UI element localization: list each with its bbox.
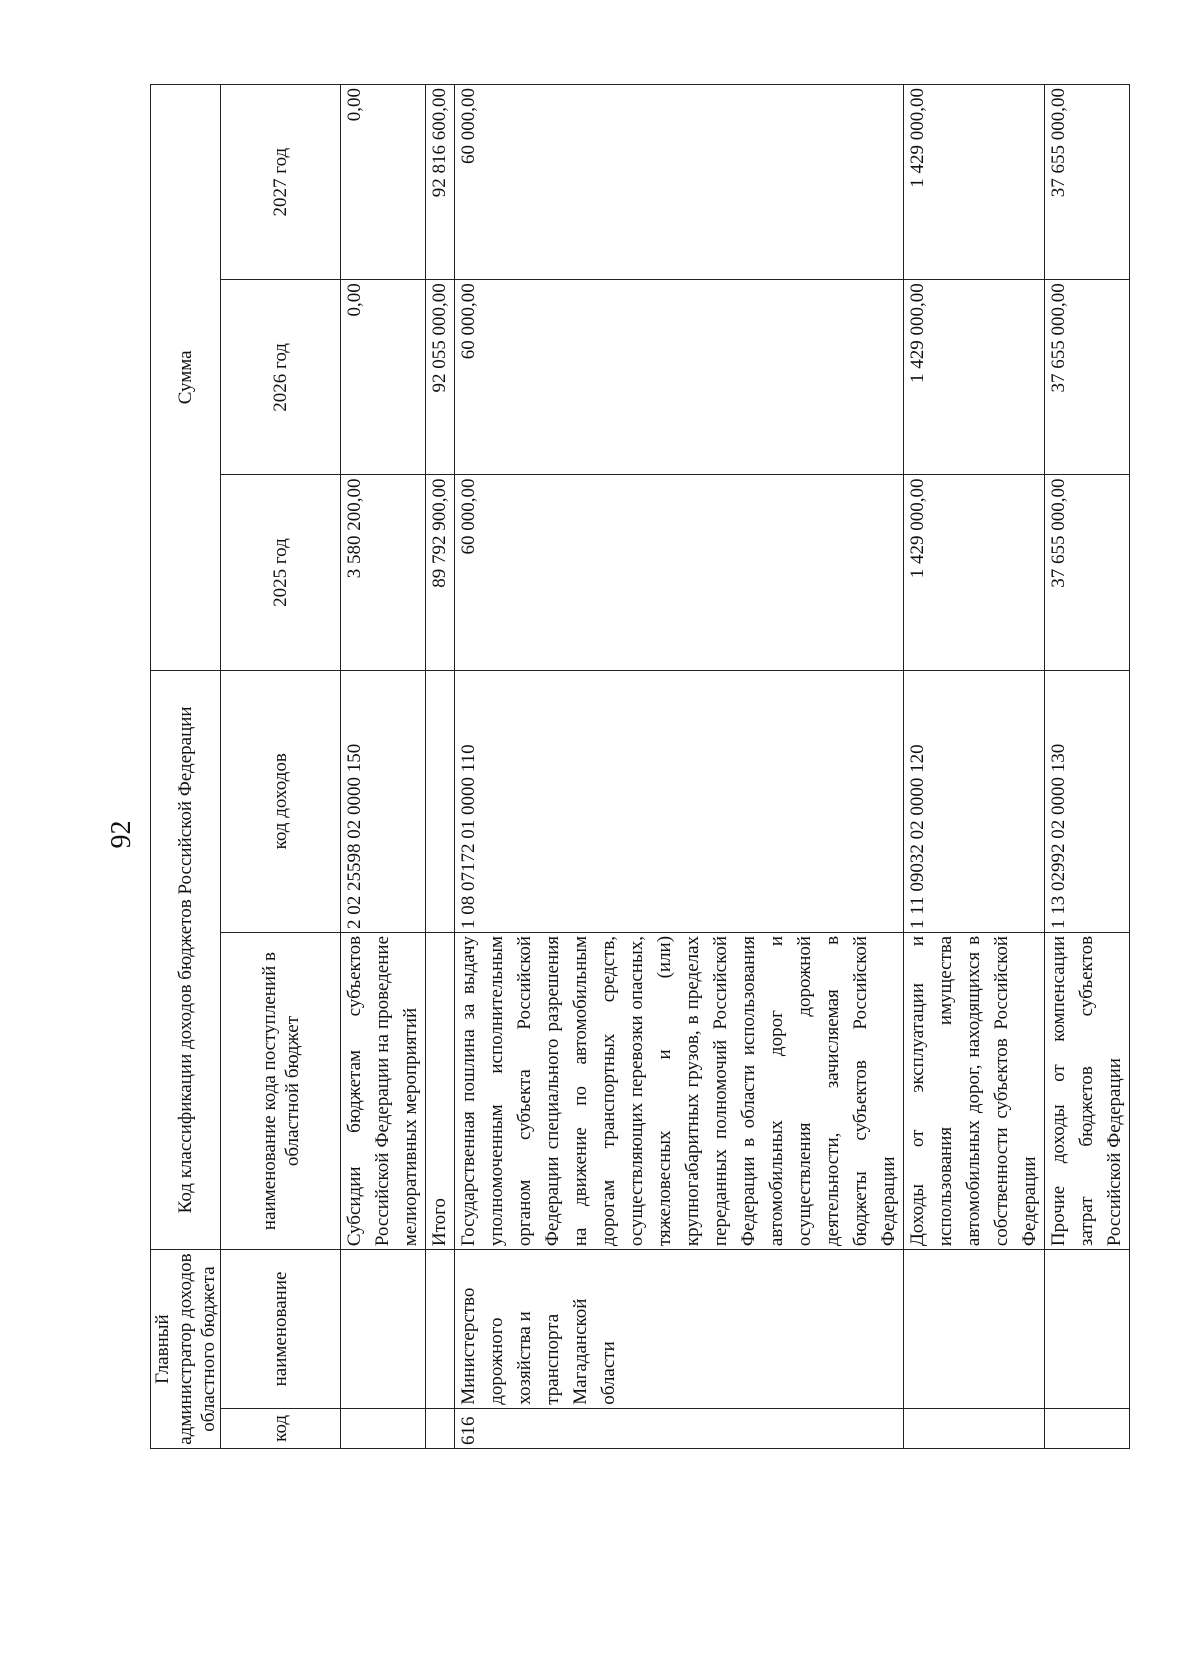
row-sum-2027: 37 655 000,00 <box>1045 85 1130 280</box>
table-row <box>1045 85 1130 1449</box>
row-sum-2027: 0,00 <box>341 85 426 280</box>
row-sum-2026: 0,00 <box>341 280 426 475</box>
total-label: Итого <box>426 932 455 1249</box>
row-admin-name <box>1045 1250 1130 1409</box>
row-sum-2025: 1 429 000,00 <box>904 475 1045 670</box>
row-sum-2027: 60 000,00 <box>455 85 904 280</box>
row-revenue-code: 1 11 09032 02 0000 120 <box>904 670 1045 932</box>
total-sum-2025: 89 792 900,00 <box>426 475 455 670</box>
row-revenue-code: 1 13 02992 02 0000 130 <box>1045 670 1130 932</box>
year-2025-header: 2025 год <box>221 475 341 670</box>
row-sum-2025: 3 580 200,00 <box>341 475 426 670</box>
page-number: 92 <box>106 820 137 849</box>
table-row <box>341 85 426 1449</box>
row-revenue-name: Субсидии бюджетам субъектов Российской Федерации на проведение мелиоративных мероприятий <box>341 932 426 1249</box>
total-sum-2026: 92 055 000,00 <box>426 280 455 475</box>
table-row <box>904 85 1045 1449</box>
admin-code-header: код <box>221 1408 341 1448</box>
sum-group-header: Сумма <box>151 85 221 671</box>
admin-name-header: наименование <box>221 1250 341 1409</box>
row-admin-code <box>341 1408 426 1448</box>
row-admin-code <box>1045 1408 1130 1448</box>
row-admin-name <box>341 1250 426 1409</box>
year-2027-header: 2027 год <box>221 85 341 280</box>
row-admin-name <box>426 1250 455 1409</box>
class-code-header: код доходов <box>221 670 341 932</box>
total-row <box>426 85 455 1449</box>
classification-group-header: Код классификации доходов бюджетов Российской Федерации <box>151 670 221 1250</box>
row-sum-2025: 37 655 000,00 <box>1045 475 1130 670</box>
row-admin-code <box>904 1408 1045 1448</box>
row-sum-2026: 37 655 000,00 <box>1045 280 1130 475</box>
row-revenue-name: Доходы от эксплуатации и использования имущества автомобильных дорог, находящихся в собственности субъектов Российской Федерации <box>904 932 1045 1249</box>
row-revenue-code: 2 02 25598 02 0000 150 <box>341 670 426 932</box>
row-sum-2026: 60 000,00 <box>455 280 904 475</box>
admin-group-header: Главный администратор доходов областного бюджета <box>151 1250 221 1449</box>
row-admin-name <box>904 1250 1045 1409</box>
row-revenue-code: 1 08 07172 01 0000 110 <box>455 670 904 932</box>
total-sum-2027: 92 816 600,00 <box>426 85 455 280</box>
row-admin-name: Министерство дорожного хозяйства и транспорта Магаданской области <box>455 1250 904 1409</box>
revenue-table <box>150 84 1130 1449</box>
row-revenue-name: Прочие доходы от компенсации затрат бюджетов субъектов Российской Федерации <box>1045 932 1130 1249</box>
row-sum-2025: 60 000,00 <box>455 475 904 670</box>
row-admin-code <box>426 1408 455 1448</box>
class-name-header: наименование кода поступлений в областной бюджет <box>221 932 341 1249</box>
row-revenue-name: Государственная пошлина за выдачу уполномоченным исполнительным органом субъекта Российской Федерации специального разрешения на движение по автомобильным дорогам транспортных средств, осуществляющих перевозки опасных, тяжеловесных и (или) крупногабаритных грузов, в пределах переданных полномочий Российской Федерации в области использования автомобильных дорог и осуществления дорожной деятельности, зачисляемая в бюджеты субъектов Российской Федерации <box>455 932 904 1249</box>
table-row <box>455 85 904 1449</box>
year-2026-header: 2026 год <box>221 280 341 475</box>
row-revenue-code <box>426 670 455 932</box>
row-sum-2027: 1 429 000,00 <box>904 85 1045 280</box>
row-admin-code: 616 <box>455 1408 904 1448</box>
row-sum-2026: 1 429 000,00 <box>904 280 1045 475</box>
